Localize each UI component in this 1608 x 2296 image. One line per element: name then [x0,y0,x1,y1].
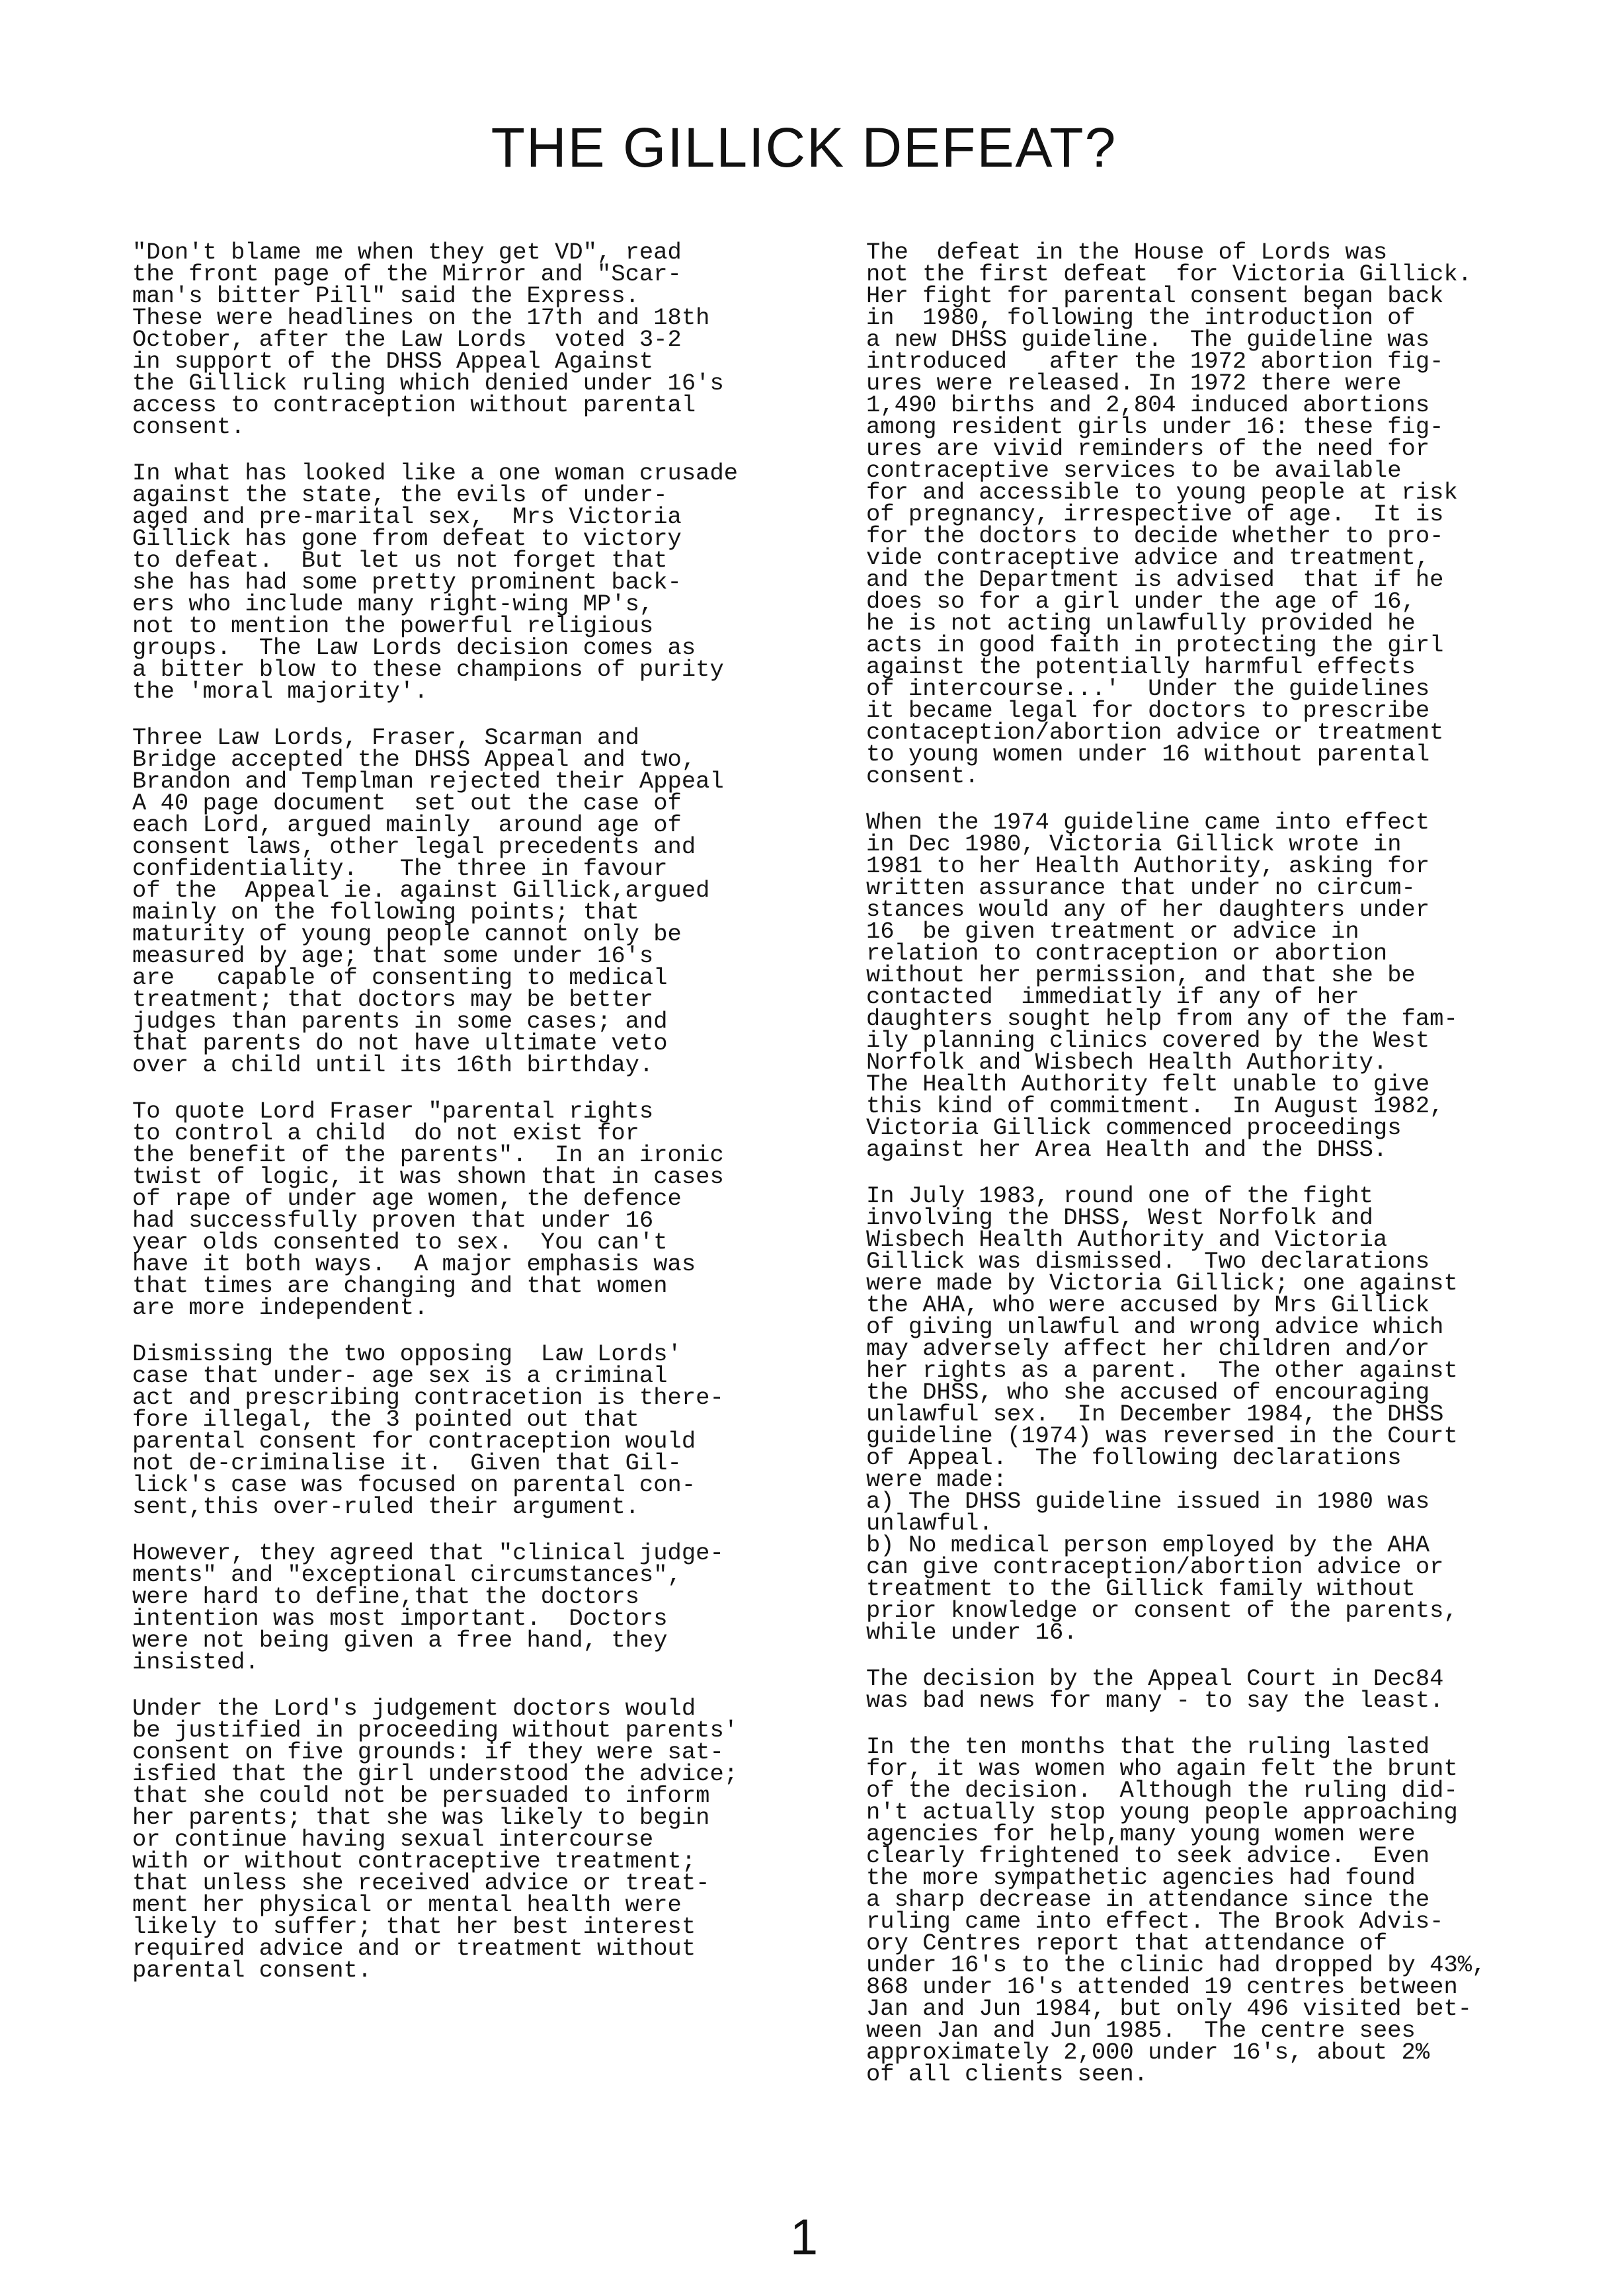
text-line: of the Appeal ie. against Gillick,argued [132,877,710,904]
right-column [866,241,1488,2110]
text-line: Jan and Jun 1984, but only 496 visited bet- [866,1995,1472,2022]
text-line: a bitter blow to these champions of purity [132,656,724,683]
text-line: groups. The Law Lords decision comes as [132,634,696,661]
text-line: each Lord, argued mainly around age of [132,811,682,839]
text-line: ment her physical or mental health were [132,1891,682,1918]
text-line: she has had some pretty prominent back- [132,569,682,596]
text-line: consent on five grounds: if they were sat- [132,1739,724,1766]
text-line: In July 1983, round one of the fight [866,1182,1373,1210]
text-line: fore illegal, the 3 pointed out that [132,1406,639,1433]
text-line: of intercourse...' Under the guidelines [866,675,1430,702]
text-line: insisted. [132,1649,259,1676]
text-line: However, they agreed that "clinical judge- [132,1539,724,1567]
text-line: unlawful sex. In December 1984, the DHSS [866,1401,1444,1428]
text-line: relation to contraception or abortion [866,940,1388,967]
text-line: the 'moral majority'. [132,678,428,705]
text-line: mainly on the following points; that [132,899,639,926]
text-line: judges than parents in some cases; and [132,1008,668,1035]
text-line: be justified in proceeding without parents' [132,1717,739,1744]
text-line: stances would any of her daughters under [866,896,1430,923]
text-line: the benefit of the parents". In an ironic [132,1141,724,1168]
text-line: are capable of consenting to medical [132,964,668,991]
text-line: October, after the Law Lords voted 3-2 [132,326,682,353]
text-line: In what has looked like a one woman crusade [132,460,739,487]
paragraph [132,1100,754,1319]
text-line: a) The DHSS guideline issued in 1980 was [866,1488,1430,1515]
text-line: under 16's to the clinic had dropped by 43%, [866,1951,1486,1979]
text-line: in Dec 1980, Victoria Gillick wrote in [866,831,1402,858]
text-line: consent. [132,413,245,440]
text-line: intention was most important. Doctors [132,1605,668,1632]
text-line: had successfully proven that under 16 [132,1207,654,1234]
text-line: Wisbech Health Authority and Victoria [866,1226,1388,1253]
text-line: or continue having sexual intercourse [132,1826,654,1853]
text-line: The decision by the Appeal Court in Dec84 [866,1665,1444,1692]
text-line: of all clients seen. [866,2061,1148,2088]
text-line: contaception/abortion advice or treatment [866,719,1444,746]
text-line: her rights as a parent. The other against [866,1357,1458,1384]
text-line: ures are vivid reminders of the need for [866,435,1430,462]
text-line: When the 1974 guideline came into effect [866,809,1430,836]
text-line: the front page of the Mirror and "Scar- [132,261,682,288]
text-line: treatment to the Gillick family without [866,1575,1416,1602]
text-line: Victoria Gillick commenced proceedings [866,1114,1402,1141]
text-line: involving the DHSS, West Norfolk and [866,1204,1373,1231]
text-line: does so for a girl under the age of 16, [866,588,1416,615]
text-line: this kind of commitment. In August 1982, [866,1092,1444,1120]
text-line: 16 be given treatment or advice in [866,918,1359,945]
text-line: The defeat in the House of Lords was [866,239,1388,266]
text-line: measured by age; that some under 16's [132,942,654,969]
text-line: Three Law Lords, Fraser, Scarman and [132,724,639,751]
text-line: clearly frightened to seek advice. Even [866,1842,1430,1869]
text-line: Gillick has gone from defeat to victory [132,525,682,552]
text-line: ily planning clinics covered by the West [866,1027,1430,1054]
paragraph [866,1665,1488,1714]
text-line: maturity of young people cannot only be [132,921,682,948]
text-line: with or without contraceptive treatment; [132,1848,696,1875]
text-line: of Appeal. The following declarations [866,1444,1402,1471]
text-line: Under the Lord's judgement doctors would [132,1695,696,1722]
text-line: aged and pre-marital sex, Mrs Victoria [132,503,682,530]
text-line: of the decision. Although the ruling did- [866,1777,1458,1804]
text-line: to defeat. But let us not forget that [132,547,668,574]
text-line: daughters sought help from any of the fam- [866,1005,1458,1032]
text-line: prior knowledge or consent of the parents, [866,1597,1458,1624]
text-line: and the Department is advised that if he [866,566,1444,593]
text-line: of pregnancy, irrespective of age. It is [866,501,1444,528]
text-line: contraceptive services to be available [866,457,1402,484]
text-line: ween Jan and Jun 1985. The centre sees [866,2017,1416,2044]
text-line: ory Centres report that attendance of [866,1930,1388,1957]
text-line: in 1980, following the introduction of [866,304,1416,331]
text-line: the AHA, who were accused by Mrs Gillick [866,1292,1430,1319]
text-line: were made by Victoria Gillick; one against [866,1270,1458,1297]
text-line: to control a child do not exist for [132,1120,639,1147]
text-line: Gillick was dismissed. Two declarations [866,1248,1430,1275]
text-line: introduced after the 1972 abortion fig- [866,348,1444,375]
text-line: twist of logic, it was shown that in cases [132,1163,724,1190]
text-line: were made: [866,1466,1008,1493]
text-line: can give contraception/abortion advice or [866,1553,1444,1580]
paragraph [132,460,754,705]
text-line: case that under- age sex is a criminal [132,1362,668,1389]
text-line: among resident girls under 16: these fig- [866,413,1444,440]
text-line: contacted immediatly if any of her [866,983,1359,1010]
paragraph [132,1340,754,1520]
text-line: the Gillick ruling which denied under 16's [132,370,724,397]
paragraph [132,241,754,438]
text-line: not the first defeat for Victoria Gillick. [866,261,1472,288]
paragraph [866,811,1488,1161]
text-line: a sharp decrease in attendance since the [866,1886,1430,1913]
text-line: A 40 page document set out the case of [132,790,682,817]
text-line: that unless she received advice or treat- [132,1869,710,1897]
text-line: These were headlines on the 17th and 18th [132,304,710,331]
text-line: The Health Authority felt unable to give [866,1071,1430,1098]
page-number: 1 [789,2209,819,2266]
text-line: consent. [866,762,979,790]
text-line: Norfolk and Wisbech Health Authority. [866,1049,1388,1076]
text-line: without her permission, and that she be [866,962,1416,989]
text-line: ures were released. In 1972 there were [866,370,1402,397]
text-line: "Don't blame me when they get VD", read [132,239,682,266]
text-line: approximately 2,000 under 16's, about 2% [866,2039,1430,2066]
text-line: guideline (1974) was reversed in the Court [866,1422,1458,1450]
text-line: ruling came into effect. The Brook Advis- [866,1908,1444,1935]
paragraph [132,724,754,1079]
text-line: that she could not be persuaded to inform [132,1782,710,1809]
text-line: Bridge accepted the DHSS Appeal and two, [132,746,696,773]
text-line: for, it was women who again felt the brunt [866,1755,1458,1782]
text-line: required advice and or treatment without [132,1935,696,1962]
text-line: of giving unlawful and wrong advice which [866,1313,1444,1340]
text-line: treatment; that doctors may be better [132,986,654,1013]
text-line: isfied that the girl understood the advice; [132,1760,739,1787]
text-line: not de-criminalise it. Given that Gil- [132,1450,682,1477]
text-line: ments" and "exceptional circumstances", [132,1561,682,1588]
text-line: a new DHSS guideline. The guideline was [866,326,1430,353]
text-line: over a child until its 16th birthday. [132,1051,654,1079]
text-line: likely to suffer; that her best interest [132,1913,696,1940]
text-line: for and accessible to young people at risk [866,479,1458,506]
text-line: the more sympathetic agencies had found [866,1864,1416,1891]
text-line: it became legal for doctors to prescribe [866,697,1430,724]
text-line: To quote Lord Fraser "parental rights [132,1098,654,1125]
text-line: written assurance that under no circum- [866,874,1416,901]
text-line: may adversely affect her children and/or [866,1335,1430,1362]
left-column [132,241,754,2006]
paragraph [132,1539,754,1676]
text-line: the DHSS, who she accused of encouraging [866,1379,1430,1406]
text-line: he is not acting unlawfully provided he [866,610,1416,637]
text-line: sent,this over-ruled their argument. [132,1493,639,1520]
text-line: while under 16. [866,1619,1078,1646]
page-title: THE GILLICK DEFEAT? [491,116,1117,179]
text-line: In the ten months that the ruling lasted [866,1733,1430,1760]
text-line: against the state, the evils of under- [132,481,668,509]
text-line: to young women under 16 without parental [866,741,1430,768]
text-line: parental consent. [132,1957,372,1984]
text-line: 1,490 births and 2,804 induced abortions [866,391,1430,419]
text-line: Brandon and Templman rejected their Appeal [132,768,724,795]
text-line: man's bitter Pill" said the Express. [132,282,639,309]
text-line: have it both ways. A major emphasis was [132,1250,696,1278]
text-line: not to mention the powerful religious [132,612,654,639]
text-line: are more independent. [132,1294,428,1321]
text-line: act and prescribing contracetion is there- [132,1384,724,1411]
text-line: was bad news for many - to say the least. [866,1687,1444,1714]
text-line: her parents; that she was likely to begin [132,1804,710,1831]
paragraph [866,239,1488,790]
text-line: acts in good faith in protecting the girl [866,632,1444,659]
text-line: year olds consented to sex. You can't [132,1229,668,1256]
text-line: consent laws, other legal precedents and [132,833,696,860]
paragraph [866,1182,1488,1646]
text-line: of rape of under age women, the defence [132,1185,682,1212]
text-line: were not being given a free hand, they [132,1627,668,1654]
text-line: ers who include many right-wing MP's, [132,591,654,618]
text-line: 1981 to her Health Authority, asking for [866,852,1430,880]
text-line: vide contraceptive advice and treatment, [866,544,1430,571]
text-line: agencies for help,many young women were [866,1821,1416,1848]
paragraph [132,1695,754,1984]
text-line: confidentiality. The three in favour [132,855,668,882]
text-line: that times are changing and that women [132,1272,668,1299]
text-line: unlawful. [866,1510,993,1537]
text-line: Her fight for parental consent began back [866,282,1444,309]
text-line: in support of the DHSS Appeal Against [132,348,654,375]
text-line: that parents do not have ultimate veto [132,1030,668,1057]
paragraph [866,1733,1488,2088]
text-line: n't actually stop young people approaching [866,1799,1458,1826]
text-line: against the potentially harmful effects [866,653,1416,680]
text-line: b) No medical person employed by the AHA [866,1532,1430,1559]
text-line: 868 under 16's attended 19 centres between [866,1973,1458,2000]
text-line: were hard to define,that the doctors [132,1583,639,1610]
text-line: for the doctors to decide whether to pro- [866,522,1444,550]
text-line: parental consent for contraception would [132,1428,696,1455]
text-line: lick's case was focused on parental con- [132,1471,696,1498]
text-line: access to contraception without parental [132,391,696,419]
text-line: against her Area Health and the DHSS. [866,1136,1388,1163]
text-line: Dismissing the two opposing Law Lords' [132,1340,682,1368]
